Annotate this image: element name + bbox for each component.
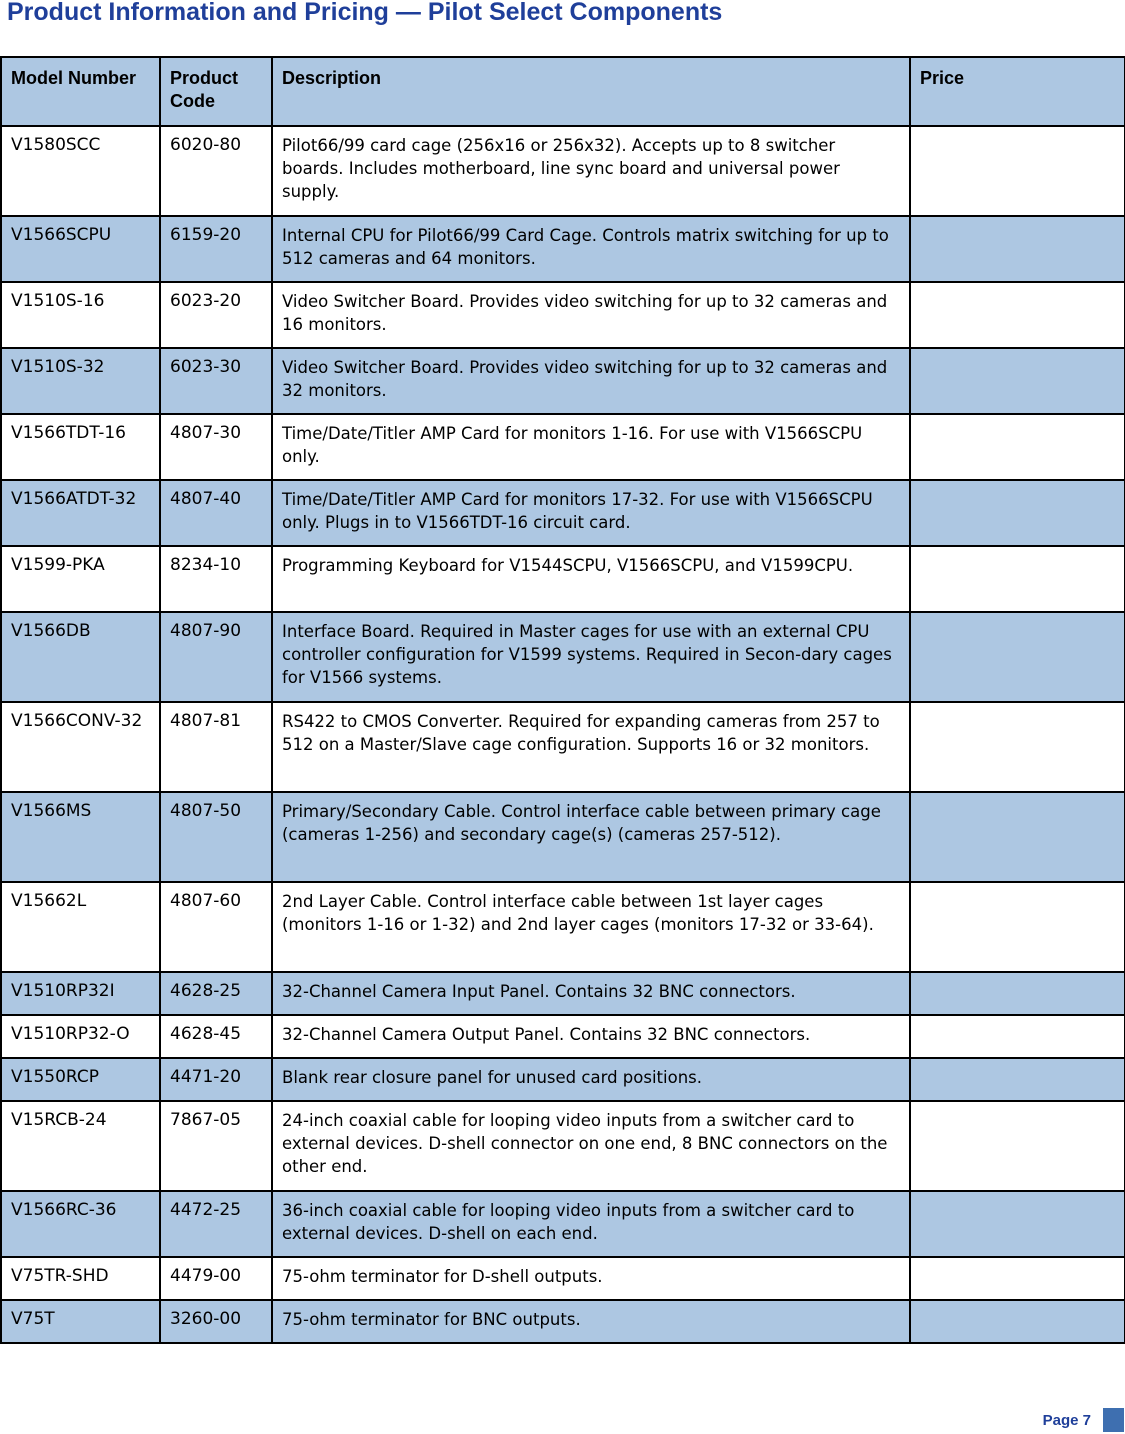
product-code-cell: 6159-20 xyxy=(160,216,272,282)
product-code-cell: 4628-45 xyxy=(160,1015,272,1058)
product-code-cell: 3260-00 xyxy=(160,1300,272,1343)
description-cell: 2nd Layer Cable. Control interface cable between 1st layer cages (monitors 1-16 or 1-32) and 2nd layer cages (monitors 17-32 or 33-64). xyxy=(272,882,910,972)
description-cell: Time/Date/Titler AMP Card for monitors 17-32. For use with V1566SCPU only. Plugs in to V1566TDT-16 circuit card. xyxy=(272,480,910,546)
table-row xyxy=(1,348,1125,414)
description-cell: Video Switcher Board. Provides video switching for up to 32 cameras and 32 monitors. xyxy=(272,348,910,414)
price-cell xyxy=(910,1015,1125,1058)
product-code-cell: 4807-60 xyxy=(160,882,272,972)
table-row xyxy=(1,1101,1125,1191)
price-cell xyxy=(910,792,1125,882)
price-cell xyxy=(910,702,1125,792)
page-footer xyxy=(1043,1408,1124,1432)
model-number-cell: V1566RC-36 xyxy=(1,1191,160,1257)
table-row xyxy=(1,480,1125,546)
description-cell: RS422 to CMOS Converter. Required for expanding cameras from 257 to 512 on a Master/Slave cage configuration. Supports 16 or 32 monitors. xyxy=(272,702,910,792)
description-cell: 32-Channel Camera Input Panel. Contains 32 BNC connectors. xyxy=(272,972,910,1015)
table-row xyxy=(1,1015,1125,1058)
price-cell xyxy=(910,480,1125,546)
model-number-cell: V1566MS xyxy=(1,792,160,882)
model-number-cell: V15RCB-24 xyxy=(1,1101,160,1191)
table-row xyxy=(1,1300,1125,1343)
table-row xyxy=(1,702,1125,792)
model-number-cell: V1566TDT-16 xyxy=(1,414,160,480)
model-number-cell: V75TR-SHD xyxy=(1,1257,160,1300)
price-cell xyxy=(910,1101,1125,1191)
price-cell xyxy=(910,1257,1125,1300)
table-row xyxy=(1,414,1125,480)
table-row xyxy=(1,216,1125,282)
product-code-cell: 4628-25 xyxy=(160,972,272,1015)
model-number-cell: V1566ATDT-32 xyxy=(1,480,160,546)
model-number-cell: V1510RP32-O xyxy=(1,1015,160,1058)
product-code-cell: 8234-10 xyxy=(160,546,272,612)
model-number-cell: V75T xyxy=(1,1300,160,1343)
table-row xyxy=(1,612,1125,702)
description-cell: Pilot66/99 card cage (256x16 or 256x32). Accepts up to 8 switcher boards. Includes motherboard, line sync board and universal power supply. xyxy=(272,126,910,216)
price-cell xyxy=(910,546,1125,612)
model-number-cell: V1566DB xyxy=(1,612,160,702)
price-cell xyxy=(910,348,1125,414)
model-number-cell: V1550RCP xyxy=(1,1058,160,1101)
header-price: Price xyxy=(910,57,1125,126)
header-model-number: Model Number xyxy=(1,57,160,126)
product-code-cell: 6023-20 xyxy=(160,282,272,348)
model-number-cell: V1566SCPU xyxy=(1,216,160,282)
table-row xyxy=(1,1058,1125,1101)
product-code-cell: 4807-81 xyxy=(160,702,272,792)
product-code-cell: 4472-25 xyxy=(160,1191,272,1257)
description-cell: 32-Channel Camera Output Panel. Contains 32 BNC connectors. xyxy=(272,1015,910,1058)
model-number-cell: V15662L xyxy=(1,882,160,972)
model-number-cell: V1510S-16 xyxy=(1,282,160,348)
description-cell: 24-inch coaxial cable for looping video inputs from a switcher card to external devices. D-shell connector on one end, 8 BNC connectors on the other end. xyxy=(272,1101,910,1191)
price-cell xyxy=(910,282,1125,348)
product-code-cell: 4479-00 xyxy=(160,1257,272,1300)
product-code-cell: 4807-90 xyxy=(160,612,272,702)
header-product-code: Product Code xyxy=(160,57,272,126)
table-header-row xyxy=(1,57,1125,126)
description-cell: Primary/Secondary Cable. Control interface cable between primary cage (cameras 1-256) and secondary cage(s) (cameras 257-512). xyxy=(272,792,910,882)
product-code-cell: 4807-40 xyxy=(160,480,272,546)
header-description: Description xyxy=(272,57,910,126)
description-cell: 75-ohm terminator for D-shell outputs. xyxy=(272,1257,910,1300)
price-cell xyxy=(910,1300,1125,1343)
description-cell: Internal CPU for Pilot66/99 Card Cage. Controls matrix switching for up to 512 cameras and 64 monitors. xyxy=(272,216,910,282)
price-cell xyxy=(910,882,1125,972)
page-title: Product Information and Pricing — Pilot Select Components xyxy=(7,0,723,26)
table-row xyxy=(1,1191,1125,1257)
model-number-cell: V1599-PKA xyxy=(1,546,160,612)
page-number: Page 7 xyxy=(1042,1411,1091,1429)
price-cell xyxy=(910,972,1125,1015)
product-code-cell: 4807-50 xyxy=(160,792,272,882)
product-code-cell: 7867-05 xyxy=(160,1101,272,1191)
model-number-cell: V1510S-32 xyxy=(1,348,160,414)
description-cell: Programming Keyboard for V1544SCPU, V1566SCPU, and V1599CPU. xyxy=(272,546,910,612)
pricing-table xyxy=(0,56,1125,1344)
model-number-cell: V1566CONV-32 xyxy=(1,702,160,792)
price-cell xyxy=(910,612,1125,702)
product-code-cell: 6023-30 xyxy=(160,348,272,414)
table-row xyxy=(1,792,1125,882)
product-code-cell: 4807-30 xyxy=(160,414,272,480)
price-cell xyxy=(910,414,1125,480)
table-row xyxy=(1,1257,1125,1300)
description-cell: Interface Board. Required in Master cages for use with an external CPU controller configuration for V1599 systems. Required in Secon-dary cages for V1566 systems. xyxy=(272,612,910,702)
description-cell: Video Switcher Board. Provides video switching for up to 32 cameras and 16 monitors. xyxy=(272,282,910,348)
price-cell xyxy=(910,126,1125,216)
table-row xyxy=(1,546,1125,612)
price-cell xyxy=(910,1191,1125,1257)
price-cell xyxy=(910,1058,1125,1101)
description-cell: 36-inch coaxial cable for looping video inputs from a switcher card to external devices. D-shell on each end. xyxy=(272,1191,910,1257)
price-cell xyxy=(910,216,1125,282)
description-cell: 75-ohm terminator for BNC outputs. xyxy=(272,1300,910,1343)
model-number-cell: V1580SCC xyxy=(1,126,160,216)
table-row xyxy=(1,126,1125,216)
product-code-cell: 4471-20 xyxy=(160,1058,272,1101)
description-cell: Blank rear closure panel for unused card positions. xyxy=(272,1058,910,1101)
table-row xyxy=(1,972,1125,1015)
table-row xyxy=(1,282,1125,348)
table-row xyxy=(1,882,1125,972)
page-marker-block xyxy=(1103,1408,1124,1432)
product-code-cell: 6020-80 xyxy=(160,126,272,216)
model-number-cell: V1510RP32I xyxy=(1,972,160,1015)
description-cell: Time/Date/Titler AMP Card for monitors 1-16. For use with V1566SCPU only. xyxy=(272,414,910,480)
